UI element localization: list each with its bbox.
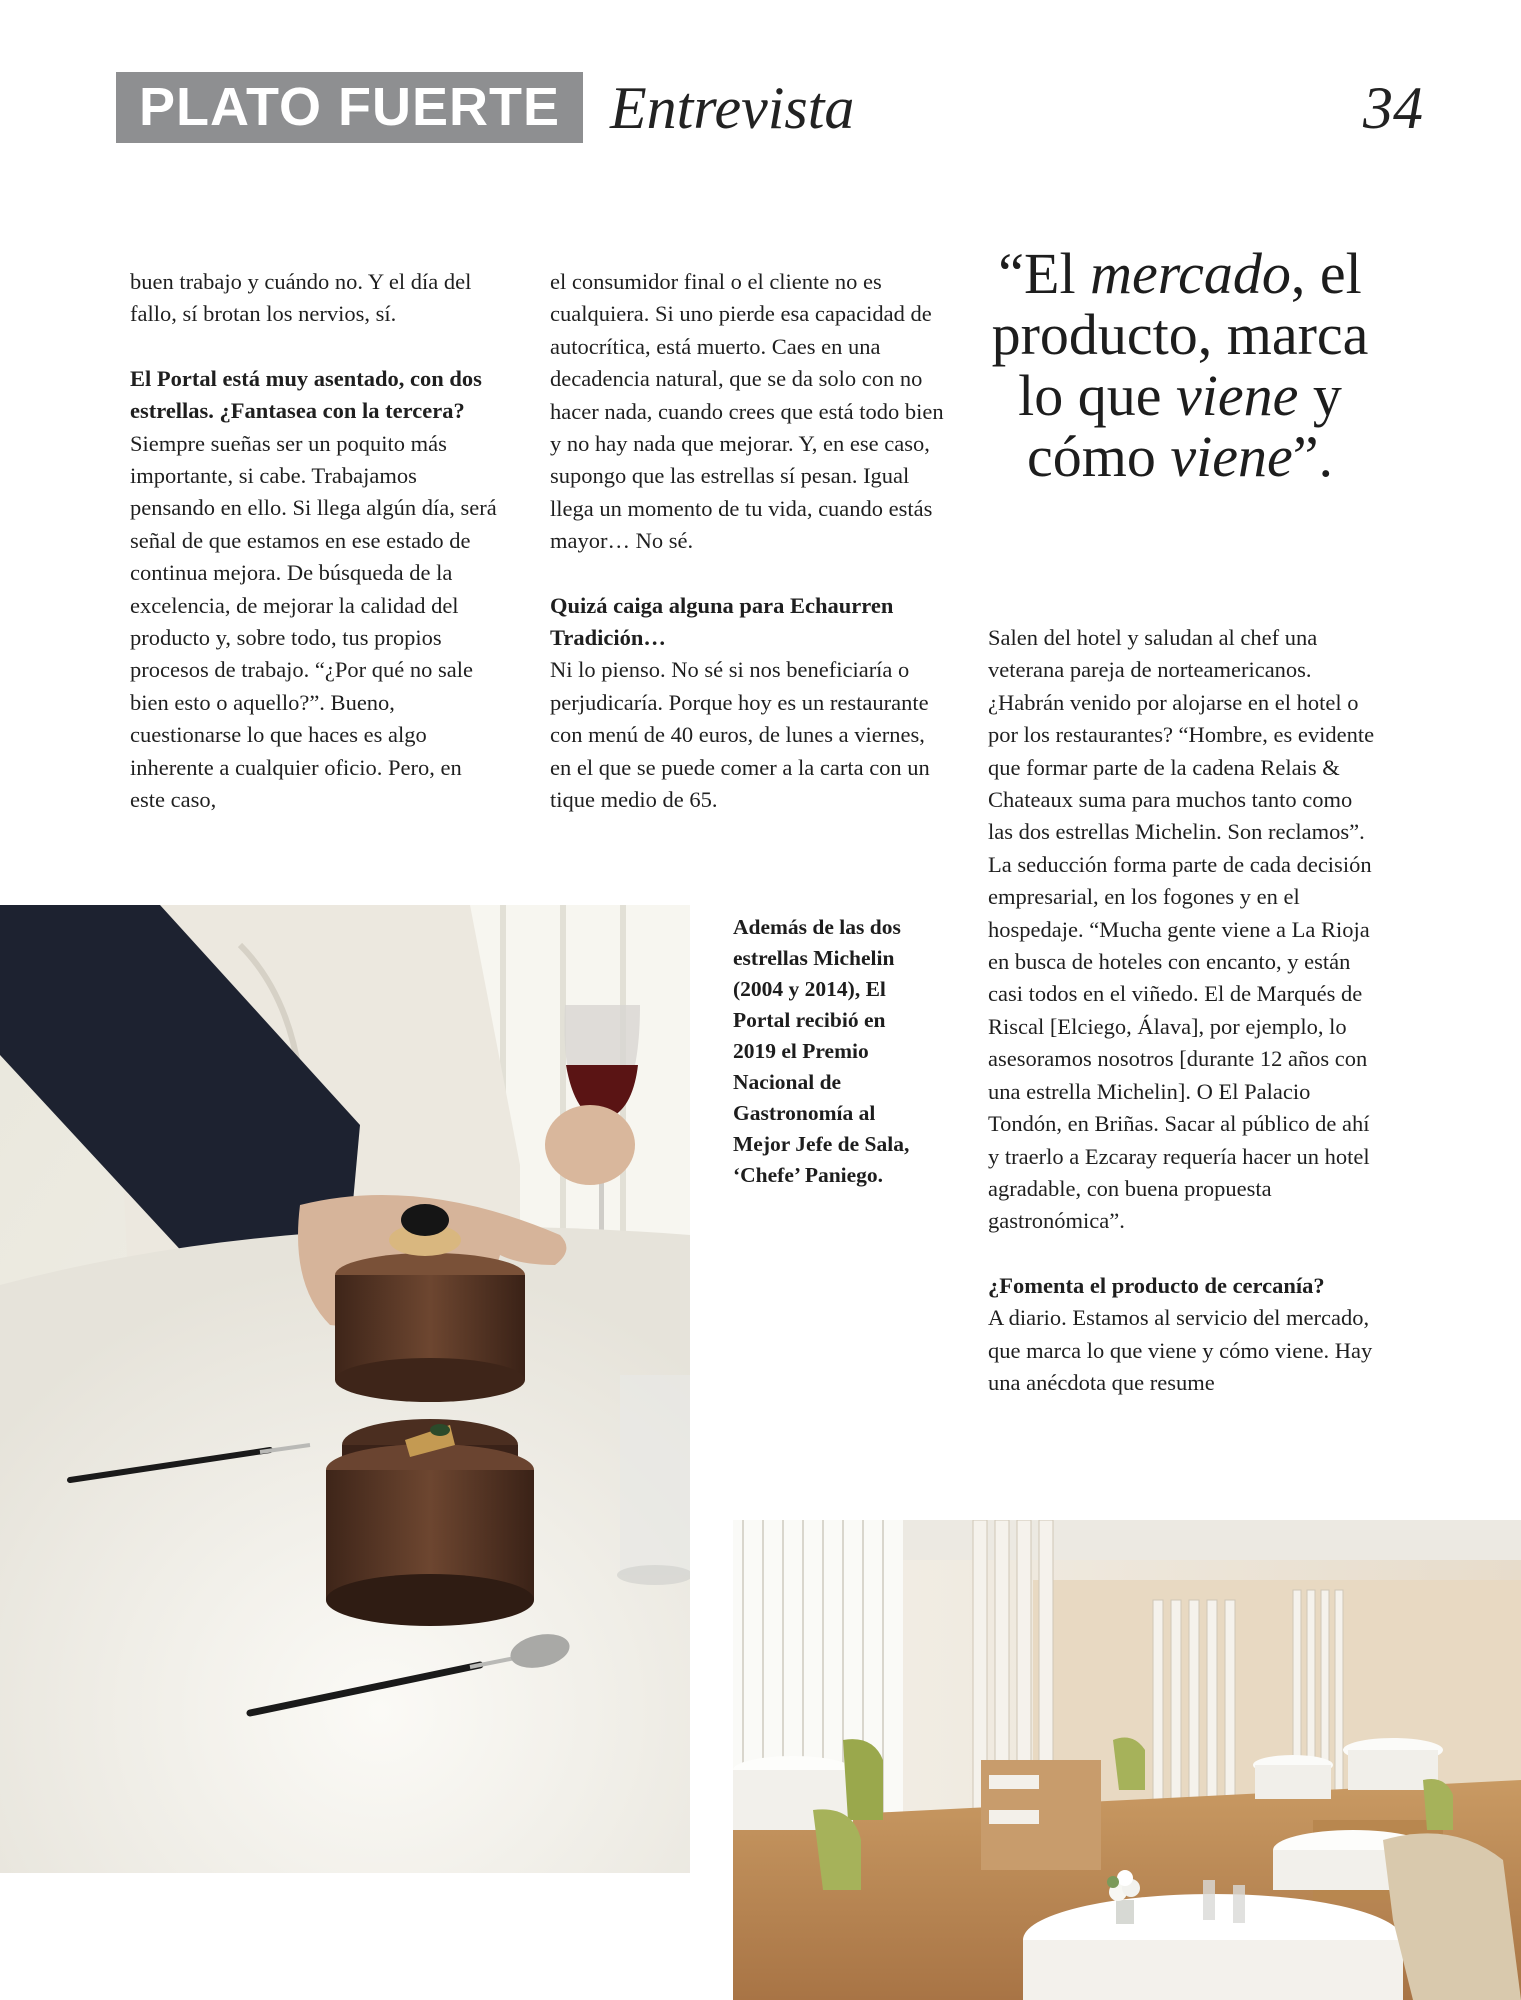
- paragraph: buen trabajo y cuándo no. Y el día del fallo, sí brotan los nervios, sí.: [130, 269, 472, 327]
- pull-quote: [990, 243, 1370, 487]
- interview-answer: Siempre sueñas ser un poquito más importante, si cabe. Trabajamos pensando en ello. Si llega algún día, será señal de que estamos en ese estado de continua mejora. De búsqueda de la excelencia, de mejorar la calidad del producto y, sobre todo, tus propios procesos de trabajo. “¿Por qué no sale bien esto o aquello?”. Bueno, cuestionarse lo que haces es algo inherente a cualquier oficio. Pero, en este caso,: [130, 430, 497, 813]
- quote-open: “El: [998, 241, 1091, 306]
- paragraph: el consumidor final o el cliente no es cualquiera. Si uno pierde esa capacidad de autocrítica, está muerto. Caes en una decadencia natural, que se da solo con no hacer nada, cuando crees que está todo bien y no hay nada que mejorar. Y, en ese caso, supongo que las estrellas sí pesan. Igual llega un momento de tu vida, cuando estás mayor… No sé.: [550, 269, 944, 554]
- photo-caption: Además de las dos estrellas Michelin (2004 y 2014), El Portal recibió en 2019 el Premio Nacional de Gastronomía al Mejor Jefe de Sala, ‘Chefe’ Paniego.: [733, 915, 910, 1187]
- quote-text: , el producto, marca lo que: [991, 241, 1369, 428]
- interview-answer: Ni lo pienso. No sé si nos beneficiaría o perjudicaría. Porque hoy es un restaurante con menú de 40 euros, de lunes a viernes, en el que se puede comer a la carta con un tique medio de 65.: [550, 657, 930, 813]
- page-number: 34: [1363, 75, 1423, 141]
- interview-answer: A diario. Estamos al servicio del mercado, que marca lo que viene y cómo viene. Hay una anécdota que resume: [988, 1305, 1373, 1395]
- quote-emphasis: viene: [1170, 424, 1293, 489]
- section-tag: PLATO FUERTE: [116, 72, 583, 143]
- quote-emphasis: viene: [1176, 363, 1299, 428]
- question-text: Quizá caiga alguna para Echaurren Tradición…: [550, 592, 894, 651]
- interview-question: [130, 363, 500, 428]
- photo-dining-room: [733, 1520, 1521, 2000]
- photo-dish-service: [0, 905, 690, 1873]
- quote-close: ”.: [1292, 424, 1333, 489]
- quote-emphasis: mercado: [1090, 241, 1291, 306]
- text-column-1: [130, 266, 500, 817]
- photo-dining-room-illustration: [733, 1520, 1521, 2000]
- text-column-3: [988, 622, 1378, 1399]
- section-title: Entrevista: [610, 75, 855, 141]
- quote-text: y cómo: [1027, 363, 1342, 489]
- question-text: El Portal está muy asentado, con dos estrellas. ¿Fantasea con la tercera?: [130, 365, 482, 424]
- photo-dish-service-illustration: [0, 905, 690, 1873]
- text-column-2: [550, 266, 950, 817]
- paragraph: Salen del hotel y saludan al chef una veterana pareja de norteamericanos. ¿Habrán venido por alojarse en el hotel o por los restaurantes? “Hombre, es evidente que formar parte de la cadena Relais & Chateaux suma para muchos tanto como las dos estrellas Michelin. Son reclamos”. La seducción forma parte de cada decisión empresarial, en los fogones y en el hospedaje. “Mucha gente viene a La Rioja en busca de hoteles con encanto, y están casi todos en el viñedo. El de Marqués de Riscal [Elciego, Álava], por ejemplo, lo asesoramos nosotros [durante 12 años con una estrella Michelin]. O El Palacio Tondón, en Briñas. Sacar al público de ahí y traerlo a Ezcaray requería hacer un hotel agradable, con buena propuesta gastronómica”.: [988, 625, 1375, 1234]
- question-text: ¿Fomenta el producto de cercanía?: [988, 1272, 1325, 1298]
- interview-question: [988, 1270, 1378, 1302]
- interview-question: [550, 590, 950, 655]
